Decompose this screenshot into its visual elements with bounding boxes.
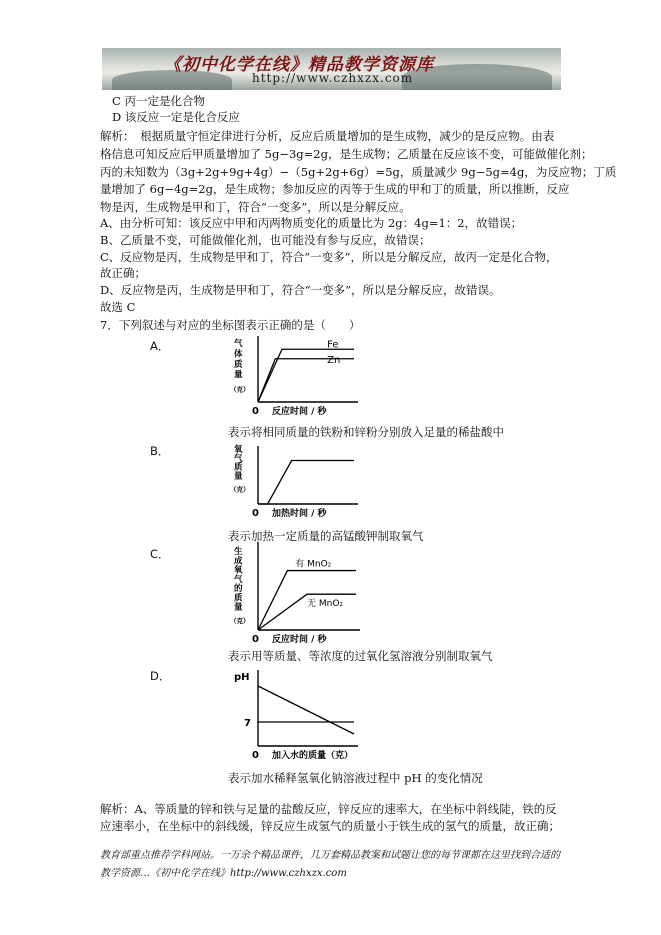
option-b-label[interactable]: B． bbox=[150, 444, 170, 458]
series-label: 有 MnO₂ bbox=[295, 559, 332, 570]
x-axis-label: 反应时间 / 秒 bbox=[272, 407, 327, 417]
option-b-caption: 表示加热一定质量的高锰酸钾制取氧气 bbox=[228, 529, 424, 543]
y-axis-label: pH bbox=[234, 672, 250, 683]
y-axis-label: 氧气质量（克） bbox=[230, 445, 250, 494]
option-d-caption: 表示加水稀释氢氧化钠溶液过程中 pH 的变化情况 bbox=[228, 771, 483, 785]
option-d-prev: D 该反应一定是化合反应 bbox=[112, 110, 240, 124]
ph-7-label: 7 bbox=[244, 718, 251, 729]
analysis-line: 故正确； bbox=[100, 266, 146, 280]
analysis-line: C、反应物是丙，生成物是甲和丁，符合“一变多”，所以是分解反应，故丙一定是化合物， bbox=[100, 250, 558, 264]
option-d-label[interactable]: D． bbox=[150, 669, 171, 683]
header-url[interactable]: http://www.czhxzx.com bbox=[252, 71, 414, 85]
option-c-prev: C 丙一定是化合物 bbox=[112, 94, 205, 108]
analysis-line: 故选 C bbox=[100, 300, 136, 314]
footer-line: 教育部重点推荐学科网站。一万余个精品课件，几万套精品教案和试题让您的每节课都在这里找到合适的 bbox=[100, 850, 560, 861]
chart-a bbox=[228, 338, 358, 420]
origin-label: 0 bbox=[252, 634, 259, 645]
series-label: Zn bbox=[327, 354, 341, 366]
analysis-line: D、反应物是丙，生成物是甲和丁，符合“一变多”，所以是分解反应，故错误。 bbox=[100, 283, 501, 297]
analysis-line: 量增加了 6g−4g=2g，是生成物；参加反应的丙等于生成的甲和丁的质量，所以推断，反应 bbox=[100, 182, 570, 196]
analysis-line: 物是丙，生成物是甲和丁，符合“一变多”，所以是分解反应。 bbox=[100, 200, 411, 214]
chart-c bbox=[228, 546, 363, 645]
option-a-label[interactable]: A． bbox=[150, 339, 170, 353]
option-a-caption: 表示将相同质量的铁粉和锌粉分别放入足量的稀盐酸中 bbox=[228, 425, 504, 439]
chart-d bbox=[228, 668, 358, 760]
x-axis-label: 反应时间 / 秒 bbox=[272, 635, 327, 645]
footer-line: 教学资源…《初中化学在线》http://www.czhxzx.com bbox=[100, 868, 347, 879]
analysis2-line: 应速率小，在坐标中的斜线缓，锌反应生成氢气的质量小于铁生成的氢气的质量，故正确； bbox=[100, 819, 560, 833]
series-label: 无 MnO₂ bbox=[307, 599, 344, 610]
y-axis-label: 生成氧气的质量（克） bbox=[230, 547, 250, 625]
analysis-line: 解析： 根据质量守恒定律进行分析，反应后质量增加的是生成物，减少的是反应物。由表 bbox=[100, 129, 555, 143]
x-axis-label: 加入水的质量（克） bbox=[272, 751, 354, 761]
option-c-caption: 表示用等质量、等浓度的过氧化氢溶液分别制取氧气 bbox=[228, 649, 493, 663]
analysis-line: A、由分析可知：该反应中甲和丙两物质变化的质量比为 2g：4g=1：2，故错误； bbox=[100, 216, 523, 230]
question-stem: 7．下列叙述与对应的坐标图表示正确的是（ ） bbox=[100, 318, 361, 332]
origin-label: 0 bbox=[252, 406, 259, 417]
header-banner bbox=[102, 48, 561, 90]
x-axis-label: 加热时间 / 秒 bbox=[272, 509, 327, 519]
series-line bbox=[258, 461, 354, 504]
series-label: Fe bbox=[327, 339, 339, 351]
option-c-label[interactable]: C． bbox=[150, 547, 170, 561]
analysis-line: 丙的未知数为（3g+2g+9g+4g）−（5g+2g+6g）=5g，质量减少 9g−5g=4g，为反应物；丁质 bbox=[100, 165, 617, 179]
origin-label: 0 bbox=[252, 508, 259, 519]
analysis-line: B、乙质量不变，可能做催化剂，也可能没有参与反应，故错误； bbox=[100, 233, 431, 247]
analysis-line: 格信息可知反应后甲质量增加了 5g−3g=2g，是生成物；乙质量在反应该不变，可能做催化剂； bbox=[100, 147, 593, 161]
y-axis-label: 气体质量（克） bbox=[230, 339, 250, 394]
header-title: 《初中化学在线》精品教学资源库 bbox=[164, 55, 434, 75]
origin-label: 0 bbox=[252, 750, 259, 761]
analysis2-line: 解析：A、等质量的锌和铁与足量的盐酸反应，锌反应的速率大，在坐标中斜线陡，铁的反 bbox=[100, 802, 557, 816]
chart-b bbox=[228, 444, 358, 524]
series-line bbox=[258, 686, 354, 734]
